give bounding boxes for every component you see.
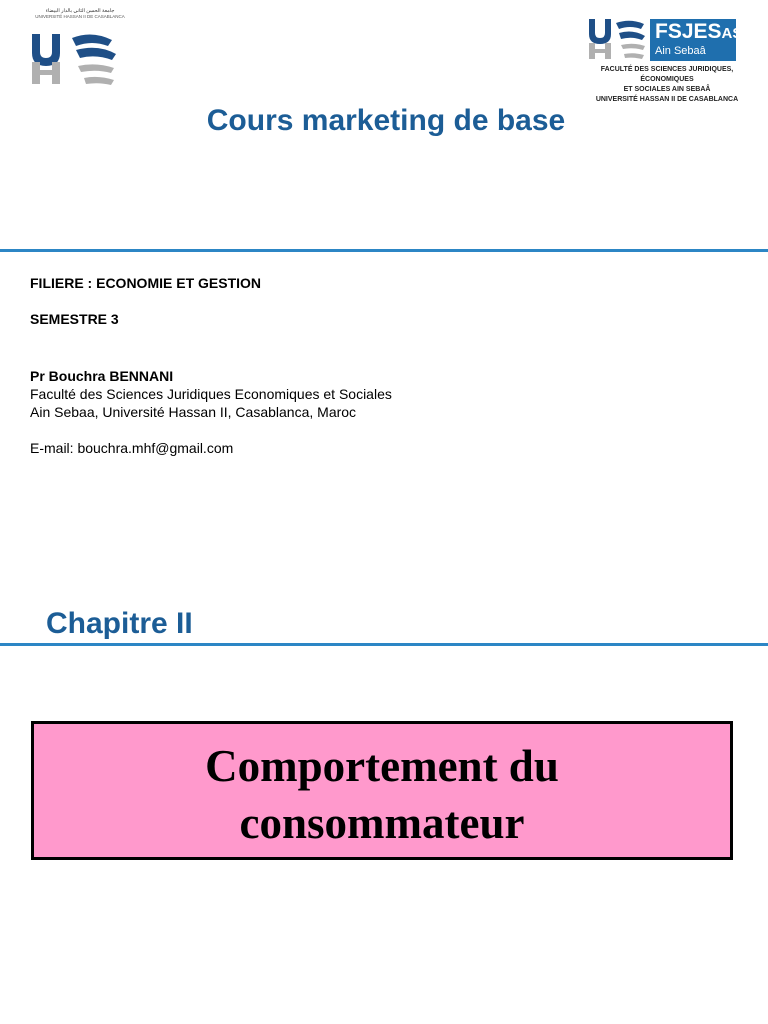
uh2-small-monogram-icon [586, 15, 650, 63]
fsjes-location: Ain Sebaâ [655, 45, 706, 57]
faculty-logo [586, 15, 756, 103]
faculty-line-1: Faculté des Sciences Juridiques Economiques et Sociales [30, 386, 392, 402]
chapter-theme-box [31, 721, 733, 860]
fsjes-badge [650, 19, 743, 61]
faculty-caption: FACULTÉ DES SCIENCES JURIDIQUES, ÉCONOMIQUES ET SOCIALES AIN SEBAÂ UNIVERSITÉ HASSAN II DE CASABLANCA [595, 66, 739, 103]
filiere-label: FILIERE : ECONOMIE ET GESTION [30, 275, 262, 291]
divider-chapter [0, 643, 768, 646]
uh2-monogram-icon [28, 28, 128, 90]
faculty-line-2: Ain Sebaa, Université Hassan II, Casablanca, Maroc [30, 404, 357, 420]
divider-top [0, 249, 768, 252]
chapter-title: Chapitre II [46, 607, 193, 640]
course-title: Cours marketing de base [206, 104, 566, 137]
logo-french-text: UNIVERSITÉ HASSAN II DE CASABLANCA [35, 14, 125, 19]
chapter-theme-text: Comportement du consommateur [205, 741, 559, 848]
email-text: E-mail: bouchra.mhf@gmail.com [30, 440, 234, 456]
university-logo [28, 6, 130, 90]
fsjes-acronym-suffix: AS [721, 25, 743, 42]
fsjes-acronym: FSJESAS [655, 20, 743, 43]
logo-arabic-text: جامعة الحسن الثاني بالدار البيضاء [45, 8, 115, 14]
professor-name: Pr Bouchra BENNANI [30, 368, 174, 384]
semestre-label: SEMESTRE 3 [30, 311, 119, 327]
